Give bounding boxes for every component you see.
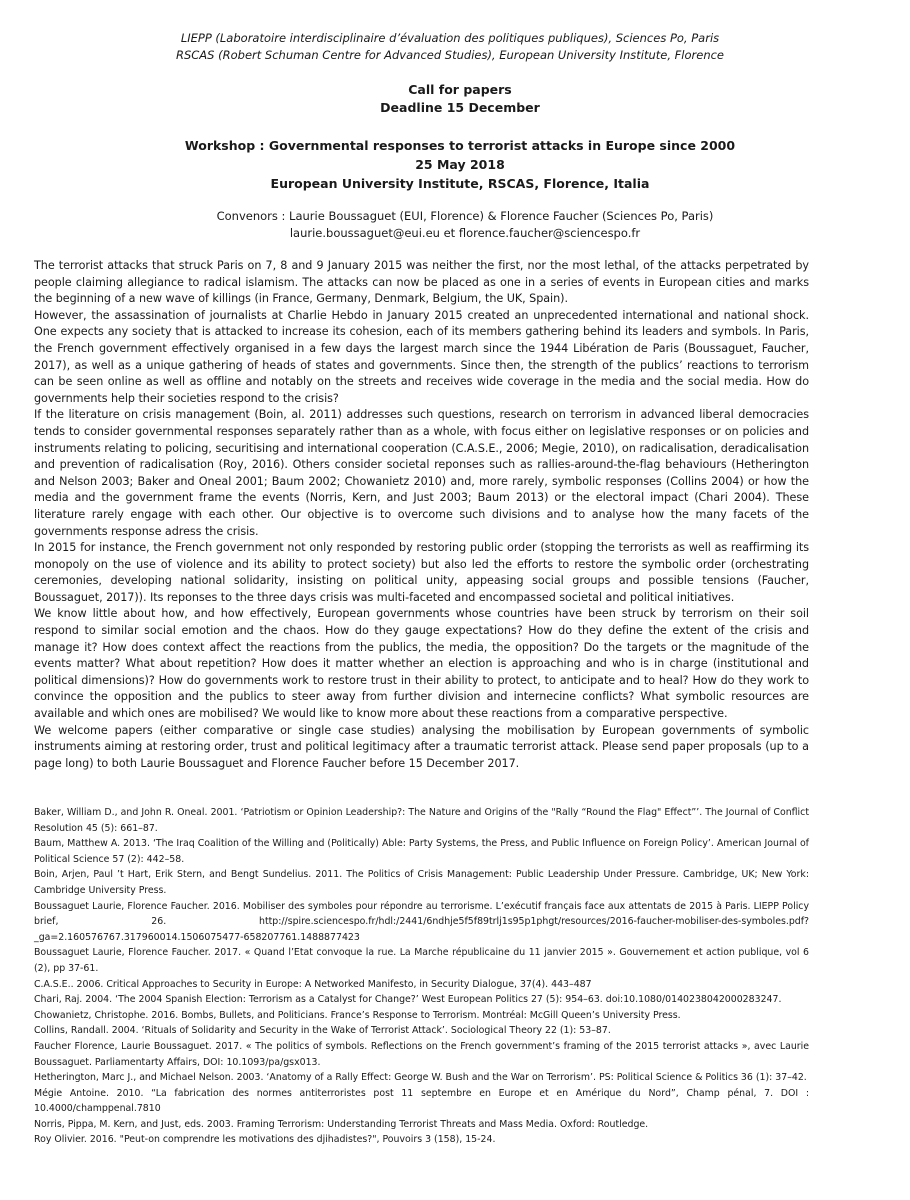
reference-entry: C.A.S.E.. 2006. Critical Approaches to Security in Europe: A Networked Manifesto, in Security Dialogue, 37(4). 443–487 — [34, 978, 592, 990]
call-for-papers-heading — [150, 81, 770, 117]
references-list — [34, 805, 809, 1148]
reference-entry: Boussaguet Laurie, Florence Faucher. 2016. Mobiliser des symboles pour répondre au terrorisme. L’exécutif français face aux attentats de 2015 à Paris. LIEPP Policy brief, 26. http://spire.sciencespo.fr/hdl:/2441/6ndhje5f5f89trlj1s95p1phgt/resources/2016-faucher-mobiliser-des-symboles.pdf?_ga=2.160576767.317960014.1506075477-658207761.1488877423 — [34, 900, 809, 943]
paragraph: We welcome papers (either comparative or single case studies) analysing the mobilisation by European governments of symbolic instruments aiming at restoring order, trust and political legitimacy after a traumatic terrorist attack. Please send paper proposals (up to a page long) to both Laurie Boussaguet and Florence Faucher before 15 December 2017. — [34, 723, 809, 770]
paragraph: If the literature on crisis management (Boin, al. 2011) addresses such questions, research on terrorism in advanced liberal democracies tends to consider governmental responses separately rather than as a whole, with focus either on legislative responses or on policies and instruments relating to policing, securitising and international cooperation (C.A.S.E., 2006; Megie, 2010), on radicalisation, deradicalisation and prevention of radicalisation (Roy, 2016). Others consider societal reponses such as rallies-around-the-flag behaviours (Hetherington and Nelson 2003; Baker and Oneal 2001; Baum 2002; Chowanietz 2010) and, more rarely, symbolic responses (Collins 2004) or how the media and the government frame the events (Norris, Kern, and Just 2003; Baum 2013) or the electoral impact (Chari 2004). These literature rarely engage with each other. Our objective is to overcome such divisions and to analyse how the many facets of the governments response adress the crisis. — [34, 408, 809, 538]
body-text — [34, 258, 809, 772]
reference-entry: Faucher Florence, Laurie Boussaguet. 2017. « The politics of symbols. Reflections on the French government’s framing of the 2015 terrorist attacks », avec Laurie Boussaguet. Parliamentarty Affairs, DOI: 10.1093/pa/gsx013. — [34, 1040, 809, 1068]
reference-entry: Collins, Randall. 2004. ‘Rituals of Solidarity and Security in the Wake of Terrorist Attack’. Sociological Theory 22 (1): 53–87. — [34, 1025, 611, 1037]
workshop-venue: European University Institute, RSCAS, Florence, Italia — [270, 176, 650, 191]
reference-entry: Hetherington, Marc J., and Michael Nelson. 2003. ‘Anatomy of a Rally Effect: George W. Bush and the War on Terrorism’. PS: Political Science & Politics 36 (1): 37–42. — [34, 1072, 807, 1084]
affiliation-rscas: RSCAS (Robert Schuman Centre for Advanced Studies), European University Institute, Florence — [175, 48, 725, 62]
reference-entry: Boin, Arjen, Paul ’t Hart, Erik Stern, and Bengt Sundelius. 2011. The Politics of Crisis Management: Public Leadership Under Pressure. Cambridge, UK; New York: Cambridge University Press. — [34, 869, 809, 896]
workshop-title: Workshop : Governmental responses to terrorist attacks in Europe since 2000 — [184, 138, 736, 153]
convenors-emails: laurie.boussaguet@eui.eu et florence.faucher@sciencespo.fr — [289, 226, 641, 240]
reference-entry: Chowanietz, Christophe. 2016. Bombs, Bullets, and Politicians. France’s Response to Terrorism. Montréal: McGill Queen’s University Press. — [34, 1009, 681, 1021]
reference-entry: Roy Olivier. 2016. "Peut-on comprendre les motivations des djihadistes?", Pouvoirs 3 (158), 15-24. — [34, 1134, 496, 1146]
workshop-heading — [120, 136, 800, 193]
workshop-date: 25 May 2018 — [415, 157, 505, 172]
call-title: Call for papers — [408, 82, 512, 97]
reference-entry: Chari, Raj. 2004. ‘The 2004 Spanish Election: Terrorism as a Catalyst for Change?’ West European Politics 27 (5): 954–63. doi:10.1080/0140238042000283247. — [34, 994, 782, 1006]
reference-entry: Norris, Pippa, M. Kern, and Just, eds. 2003. Framing Terrorism: Understanding Terrorist Threats and Mass Media. Oxford: Routledge. — [34, 1118, 649, 1130]
affiliation-liepp: LIEPP (Laboratoire interdisciplinaire d’évaluation des politiques publiques), Sciences Po, Paris — [180, 31, 720, 45]
paragraph: We know little about how, and how effectively, European governments whose countries have been struck by terrorism on their soil respond to similar social emotion and the chaos. How do they gauge expectations? How do they define the extent of the crisis and manage it? How does context affect the reactions from the publics, the media, the opposition? Do the targets or the magnitude of the events matter? What about repetition? How does it matter whether an election is approaching and who is in charge (institutional and political dimensions)? How do governments work to restore trust in their ability to protect, to anticipate and to heal? How do they work to convince the opposition and the publics to steer away from further division and internecine conflicts? What symbolic resources are available and which ones are mobilised? We would like to know more about these reactions from a comparative perspective. — [34, 607, 809, 721]
reference-entry: Boussaguet Laurie, Florence Faucher. 2017. « Quand l’Etat convoque la rue. La Marche républicaine du 11 janvier 2015 ». Gouvernement et action publique, vol 6 (2), pp 37-61. — [34, 947, 809, 974]
call-deadline: Deadline 15 December — [380, 100, 540, 115]
reference-entry: Baker, William D., and John R. Oneal. 2001. ‘Patriotism or Opinion Leadership?: The Nature and Origins of the "Rally “Round the Flag" Effect”’. The Journal of Conflict Resolution 45 (5): 661–87. — [34, 807, 809, 834]
reference-entry: Baum, Matthew A. 2013. ‘The Iraq Coalition of the Willing and (Politically) Able: Party Systems, the Press, and Public Influence on Foreign Policy’. American Journal of Political Science 57 (2): 442–58. — [34, 838, 809, 865]
affiliations — [150, 30, 750, 64]
convenors — [150, 208, 780, 242]
paragraph: However, the assassination of journalists at Charlie Hebdo in January 2015 created an unprecedented international and national shock. One expects any society that is attacked to increase its cohesion, each of its members gathering behind its leaders and symbols. In Paris, the French government effectively organised in a few days the largest march since the 1944 Libération de Paris (Boussaguet, Faucher, 2017), as well as a unique gathering of heads of states and governments. Since then, the strength of the publics’ reactions to terrorism can be seen online as well as offline and notably on the streets and receives wide coverage in the media and the social media. How do governments help their societies respond to the crisis? — [34, 308, 809, 405]
reference-entry: Mégie Antoine. 2010. “La fabrication des normes antiterroristes post 11 septembre en Europe et en Amérique du Nord”, Champ pénal, 7. DOI : 10.4000/champpenal.7810 — [34, 1087, 809, 1115]
paragraph: In 2015 for instance, the French government not only responded by restoring public order (stopping the terrorists as well as reaffirming its monopoly on the use of violence and its ability to protect society) but also led the efforts to restore the symbolic order (orchestrating ceremonies, developing national solidarity, insisting on political unity, appeasing social groups and possible tensions (Faucher, Boussaguet, 2017)). Its reponses to the three days crisis was multi-faceted and encompassed societal and political initiatives. — [34, 541, 809, 604]
paragraph: The terrorist attacks that struck Paris on 7, 8 and 9 January 2015 was neither the first, nor the most lethal, of the attacks perpetrated by people claiming allegiance to radical islamism. The attacks can now be placed as one in a series of events in European cities and marks the beginning of a new wave of killings (in France, Germany, Denmark, Belgium, the UK, Spain). — [34, 259, 809, 306]
convenors-names: Convenors : Laurie Boussaguet (EUI, Florence) & Florence Faucher (Sciences Po, Paris) — [216, 209, 714, 223]
